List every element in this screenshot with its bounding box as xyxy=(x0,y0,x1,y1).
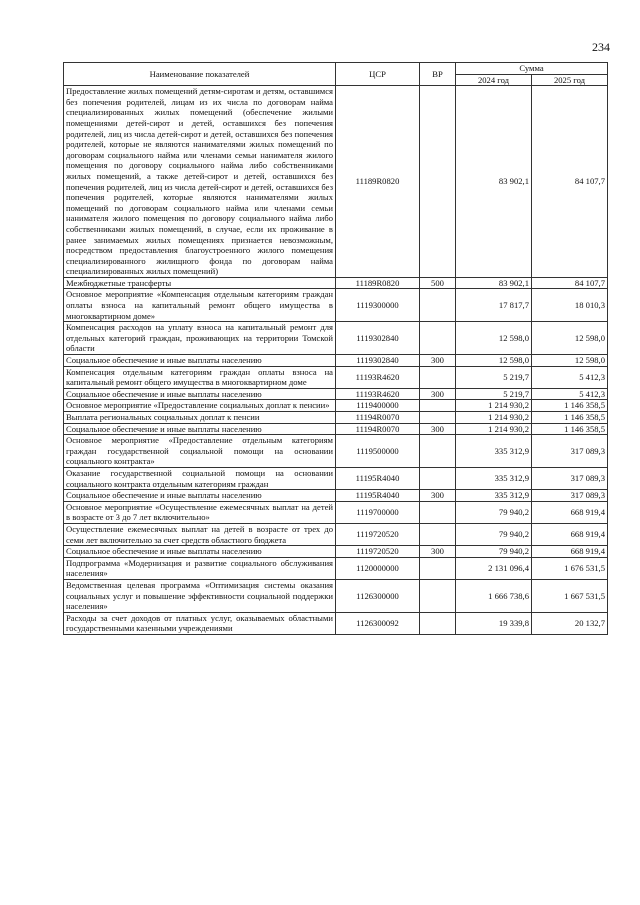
row-sum-2025-cell: 1 146 358,5 xyxy=(532,423,608,435)
table-row xyxy=(64,355,608,367)
row-vr-cell: 300 xyxy=(420,546,456,558)
row-vr-cell xyxy=(420,557,456,579)
row-vr-cell xyxy=(420,612,456,634)
row-vr-cell xyxy=(420,412,456,424)
header-year-2025: 2025 год xyxy=(532,74,608,86)
row-csr-cell: 1119720520 xyxy=(336,523,420,545)
row-csr-cell: 1119302840 xyxy=(336,355,420,367)
row-sum-2025-cell: 12 598,0 xyxy=(532,355,608,367)
row-sum-2025-cell: 668 919,4 xyxy=(532,501,608,523)
row-csr-cell: 1126300000 xyxy=(336,579,420,612)
row-name-cell: Компенсация расходов на уплату взноса на капитальный ремонт для отдельных категорий граждан, проживающих на территории Томской области xyxy=(64,322,336,355)
row-vr-cell xyxy=(420,400,456,412)
row-csr-cell: 1119700000 xyxy=(336,501,420,523)
row-sum-2025-cell: 317 089,3 xyxy=(532,490,608,502)
row-sum-2025-cell: 1 146 358,5 xyxy=(532,400,608,412)
row-vr-cell xyxy=(420,467,456,489)
row-csr-cell: 11193R4620 xyxy=(336,366,420,388)
row-name-cell: Социальное обеспечение и иные выплаты населению xyxy=(64,423,336,435)
row-sum-2025-cell: 1 667 531,5 xyxy=(532,579,608,612)
row-csr-cell: 1126300092 xyxy=(336,612,420,634)
row-sum-2025-cell: 668 919,4 xyxy=(532,546,608,558)
row-vr-cell xyxy=(420,86,456,278)
table-row xyxy=(64,557,608,579)
row-name-cell: Ведомственная целевая программа «Оптимизация системы оказания социальных услуг и повышение эффективности социальной поддержки населения» xyxy=(64,579,336,612)
row-vr-cell xyxy=(420,366,456,388)
row-sum-2024-cell: 335 312,9 xyxy=(456,435,532,468)
row-sum-2024-cell: 83 902,1 xyxy=(456,86,532,278)
header-vr: ВР xyxy=(420,63,456,86)
row-vr-cell xyxy=(420,435,456,468)
row-sum-2025-cell: 1 146 358,5 xyxy=(532,412,608,424)
table-row xyxy=(64,612,608,634)
row-sum-2024-cell: 79 940,2 xyxy=(456,501,532,523)
row-sum-2024-cell: 335 312,9 xyxy=(456,467,532,489)
header-csr: ЦСР xyxy=(336,63,420,86)
header-name: Наименование показателей xyxy=(64,63,336,86)
table-row xyxy=(64,579,608,612)
row-csr-cell: 1119302840 xyxy=(336,322,420,355)
row-sum-2025-cell: 317 089,3 xyxy=(532,435,608,468)
row-sum-2024-cell: 17 817,7 xyxy=(456,289,532,322)
row-name-cell: Социальное обеспечение и иные выплаты населению xyxy=(64,388,336,400)
row-sum-2025-cell: 317 089,3 xyxy=(532,467,608,489)
table-row xyxy=(64,467,608,489)
row-vr-cell xyxy=(420,523,456,545)
table-body xyxy=(64,86,608,635)
row-sum-2024-cell: 19 339,8 xyxy=(456,612,532,634)
row-sum-2024-cell: 1 214 930,2 xyxy=(456,400,532,412)
row-csr-cell: 1120000000 xyxy=(336,557,420,579)
row-vr-cell xyxy=(420,579,456,612)
row-vr-cell xyxy=(420,289,456,322)
table-row xyxy=(64,400,608,412)
row-sum-2024-cell: 12 598,0 xyxy=(456,355,532,367)
row-csr-cell: 11194R0070 xyxy=(336,423,420,435)
row-csr-cell: 11189R0820 xyxy=(336,86,420,278)
row-vr-cell: 300 xyxy=(420,490,456,502)
row-vr-cell: 500 xyxy=(420,277,456,289)
row-name-cell: Подпрограмма «Модернизация и развитие социального обслуживания населения» xyxy=(64,557,336,579)
row-csr-cell: 1119300000 xyxy=(336,289,420,322)
row-sum-2025-cell: 668 919,4 xyxy=(532,523,608,545)
row-sum-2024-cell: 5 219,7 xyxy=(456,366,532,388)
row-vr-cell: 300 xyxy=(420,388,456,400)
row-vr-cell: 300 xyxy=(420,423,456,435)
row-sum-2024-cell: 1 214 930,2 xyxy=(456,412,532,424)
row-csr-cell: 11195R4040 xyxy=(336,490,420,502)
row-name-cell: Предоставление жилых помещений детям-сиротам и детям, оставшимся без попечения родителей, лицам из их числа по договорам найма специализированных жилых помещений (обеспечение жилыми помещениями детей-сирот и детей, оставшихся без попечения родителей, лиц из числа детей-сирот и детей, оставшихся без попечения родителей, которые не являются нанимателями жилых помещений по договорам социального найма или членами семьи нанимателя жилого помещения по договору социального найма либо собственниками жилых помещений, а также детей-сирот и детей, оставшихся без попечения родителей, лиц из числа детей-сирот и детей, оставшихся без попечения родителей, которые являются нанимателями жилых помещений по договорам социального найма или членами семьи нанимателя жилого помещения по договору социального найма либо собственниками жилых помещений, в случае, если их проживание в ранее занимаемых жилых помещениях признается невозможным, посредством предоставления благоустроенного жилого помещения специализированного жилищного фонда по договорам найма специализированных жилых помещений) xyxy=(64,86,336,278)
table-row xyxy=(64,490,608,502)
row-sum-2025-cell: 20 132,7 xyxy=(532,612,608,634)
table-row xyxy=(64,412,608,424)
row-sum-2024-cell: 1 214 930,2 xyxy=(456,423,532,435)
page-number: 234 xyxy=(592,40,610,54)
row-sum-2024-cell: 335 312,9 xyxy=(456,490,532,502)
table-row xyxy=(64,277,608,289)
row-name-cell: Выплата региональных социальных доплат к пенсии xyxy=(64,412,336,424)
table-row xyxy=(64,366,608,388)
row-name-cell: Основное мероприятие «Предоставление социальных доплат к пенсии» xyxy=(64,400,336,412)
row-name-cell: Межбюджетные трансферты xyxy=(64,277,336,289)
row-sum-2025-cell: 84 107,7 xyxy=(532,86,608,278)
row-sum-2024-cell: 79 940,2 xyxy=(456,546,532,558)
header-sum: Сумма xyxy=(456,63,608,75)
budget-table xyxy=(63,62,608,635)
row-csr-cell: 11193R4620 xyxy=(336,388,420,400)
table-row xyxy=(64,435,608,468)
row-sum-2024-cell: 5 219,7 xyxy=(456,388,532,400)
table-row xyxy=(64,501,608,523)
row-sum-2024-cell: 1 666 738,6 xyxy=(456,579,532,612)
row-name-cell: Основное мероприятие «Предоставление отдельным категориям граждан государственной социальной помощи на основании социального контракта» xyxy=(64,435,336,468)
row-csr-cell: 11194R0070 xyxy=(336,412,420,424)
row-vr-cell: 300 xyxy=(420,355,456,367)
row-name-cell: Расходы за счет доходов от платных услуг, оказываемых областными государственными казенными учреждениями xyxy=(64,612,336,634)
table-row xyxy=(64,423,608,435)
table-row xyxy=(64,289,608,322)
row-sum-2024-cell: 79 940,2 xyxy=(456,523,532,545)
row-vr-cell xyxy=(420,501,456,523)
header-year-2024: 2024 год xyxy=(456,74,532,86)
row-sum-2025-cell: 5 412,3 xyxy=(532,366,608,388)
row-name-cell: Оказание государственной социальной помощи на основании социального контракта отдельным категориям граждан xyxy=(64,467,336,489)
table-row xyxy=(64,86,608,278)
table-row xyxy=(64,322,608,355)
row-name-cell: Социальное обеспечение и иные выплаты населению xyxy=(64,546,336,558)
row-sum-2025-cell: 1 676 531,5 xyxy=(532,557,608,579)
row-name-cell: Компенсация отдельным категориям граждан оплаты взноса на капитальный ремонт общего имущества в многоквартирном доме xyxy=(64,366,336,388)
table-row xyxy=(64,546,608,558)
row-name-cell: Основное мероприятие «Компенсация отдельным категориям граждан оплаты взноса на капитальный ремонт общего имущества в многоквартирном доме» xyxy=(64,289,336,322)
row-name-cell: Основное мероприятие «Осуществление ежемесячных выплат на детей в возрасте от 3 до 7 лет включительно» xyxy=(64,501,336,523)
row-sum-2025-cell: 5 412,3 xyxy=(532,388,608,400)
row-sum-2024-cell: 2 131 096,4 xyxy=(456,557,532,579)
row-sum-2025-cell: 84 107,7 xyxy=(532,277,608,289)
row-sum-2025-cell: 12 598,0 xyxy=(532,322,608,355)
row-csr-cell: 1119720520 xyxy=(336,546,420,558)
row-csr-cell: 1119500000 xyxy=(336,435,420,468)
row-csr-cell: 1119400000 xyxy=(336,400,420,412)
row-sum-2024-cell: 83 902,1 xyxy=(456,277,532,289)
row-name-cell: Осуществление ежемесячных выплат на детей в возрасте от трех до семи лет включительно за счет средств областного бюджета xyxy=(64,523,336,545)
table-row xyxy=(64,388,608,400)
row-csr-cell: 11195R4040 xyxy=(336,467,420,489)
row-csr-cell: 11189R0820 xyxy=(336,277,420,289)
row-name-cell: Социальное обеспечение и иные выплаты населению xyxy=(64,355,336,367)
row-name-cell: Социальное обеспечение и иные выплаты населению xyxy=(64,490,336,502)
row-sum-2024-cell: 12 598,0 xyxy=(456,322,532,355)
table-row xyxy=(64,523,608,545)
row-vr-cell xyxy=(420,322,456,355)
row-sum-2025-cell: 18 010,3 xyxy=(532,289,608,322)
